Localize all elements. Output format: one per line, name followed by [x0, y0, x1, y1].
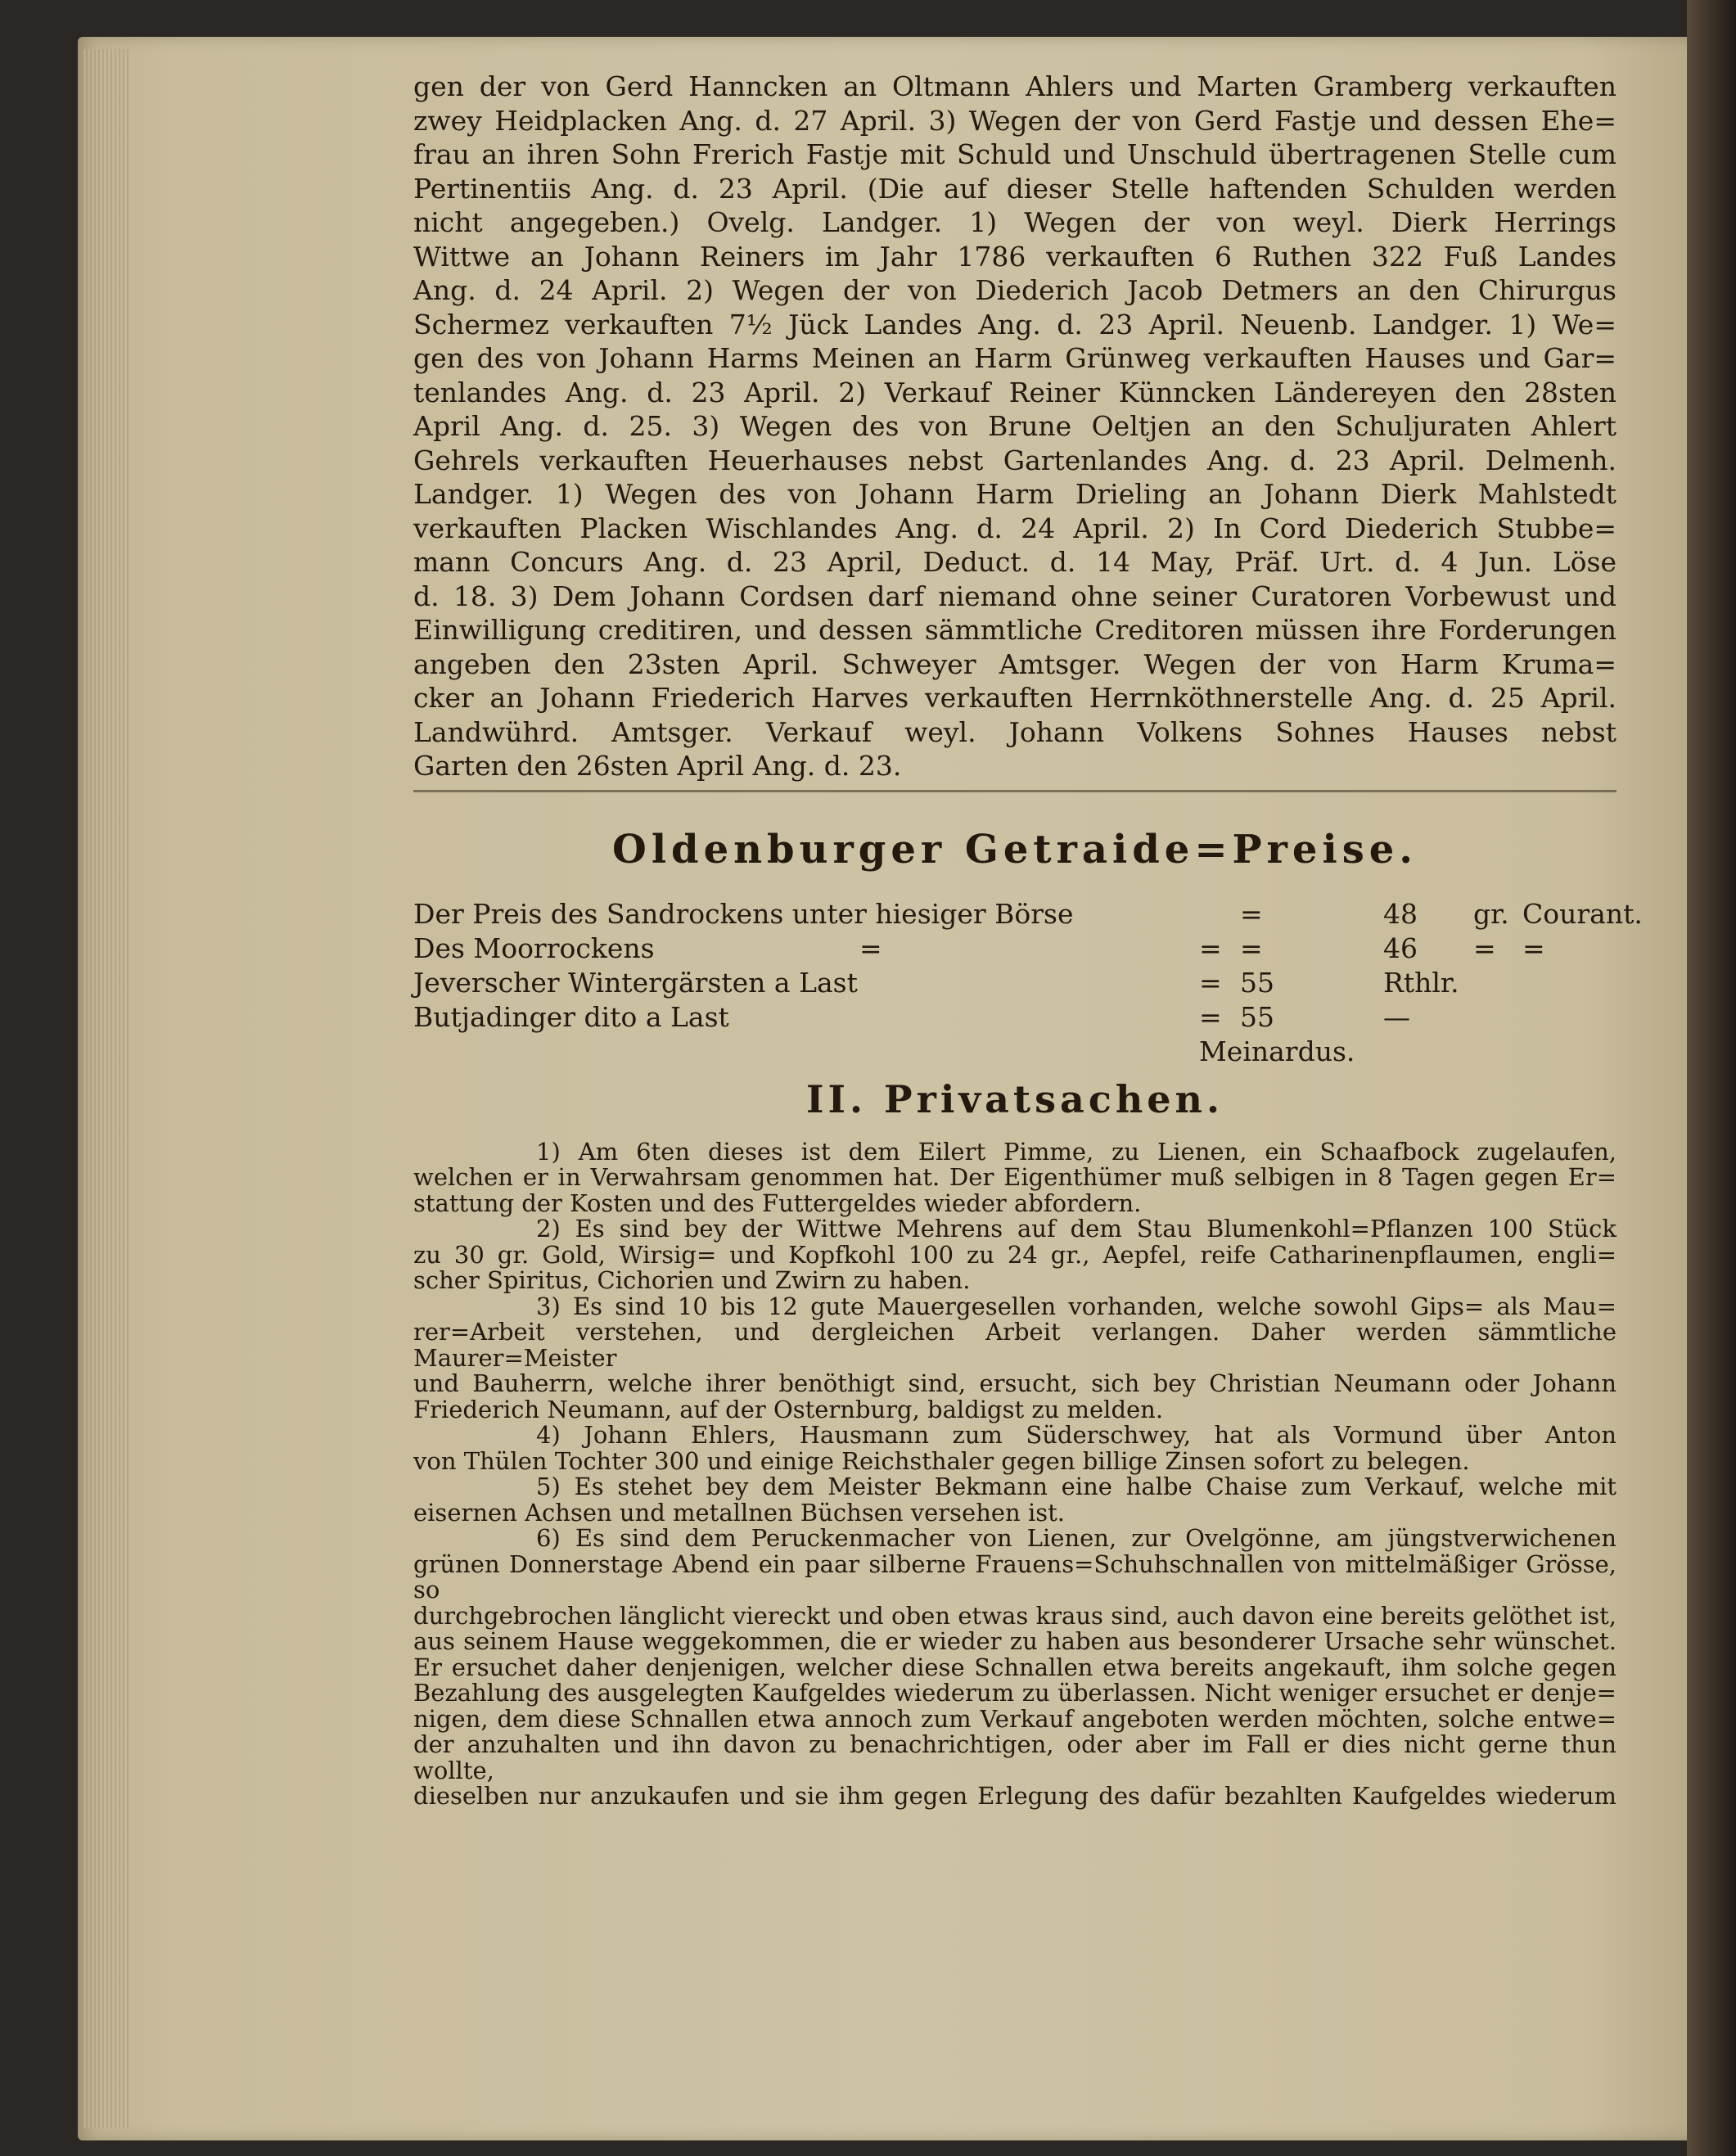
notice-line: Bezahlung des ausgelegten Kaufgeldes wiederum zu überlassen. Nicht weniger ersuchet er denje= — [413, 1679, 1617, 1707]
price-amount: 55 — [1240, 1000, 1274, 1033]
court-notice-line: tenlandes Ang. d. 23 April. 2) Verkauf Reiner Künncken Ländereyen den 28sten — [413, 376, 1617, 408]
price-row — [413, 931, 1617, 966]
signature-line — [413, 1035, 1617, 1069]
notice-text: Johann Ehlers, Hausmann zum Süderschwey, hat als Vormund über Anton — [584, 1421, 1617, 1449]
court-notice-line: Pertinentiis Ang. d. 23 April. (Die auf dieser Stelle haftenden Schulden werden — [413, 172, 1617, 205]
court-notice-line: April Ang. d. 25. 3) Wegen des von Brune Oeltjen an den Schuljuraten Ahlert — [413, 410, 1617, 442]
price-currency: Courant. — [1522, 897, 1643, 930]
price-item: Jeverscher Wintergärsten a Last — [413, 966, 858, 999]
notice-line: rer=Arbeit verstehen, und dergleichen Arbeit verlangen. Daher werden sämmtliche Maurer=Meister — [413, 1318, 1617, 1372]
price-item: Butjadinger dito a Last — [413, 1000, 729, 1033]
notice-line: zu 30 gr. Gold, Wirsig= und Kopfkohl 100 zu 24 gr., Aepfel, reife Catharinenpflaumen, engli= — [413, 1240, 1617, 1269]
price-amount: 48 — [1383, 897, 1418, 930]
court-notice-line: Wittwe an Johann Reiners im Jahr 1786 verkauften 6 Ruthen 322 Fuß Landes — [413, 240, 1617, 273]
court-notice-line: Einwilligung creditiren, und dessen sämmtliche Creditoren müssen ihre Forderungen — [413, 614, 1617, 646]
court-notice-line: verkauften Placken Wischlandes Ang. d. 24 April. 2) In Cord Diederich Stubbe= — [413, 512, 1617, 544]
notice-number: 4) — [536, 1421, 561, 1449]
grain-prices-heading: Oldenburger Getraide=Preise. — [612, 826, 1418, 873]
page-edges — [82, 49, 131, 2128]
notice-line: der anzuhalten und ihn davon zu benachrichtigen, oder aber im Fall er dies nicht gerne thun wollte, — [413, 1730, 1617, 1784]
notice-line — [413, 1474, 1617, 1500]
notice-line: grünen Donnerstage Abend ein paar silberne Frauens=Schuhschnallen von mittelmäßiger Grösse, so — [413, 1549, 1617, 1603]
notice-line: nigen, dem diese Schnallen etwa annoch zum Verkauf angeboten werden möchten, solche entwe= — [413, 1704, 1617, 1733]
price-unit: gr. — [1473, 897, 1509, 930]
page-content — [413, 70, 1643, 1810]
private-matters-heading: II. Privatsachen. — [805, 1076, 1224, 1121]
price-row — [413, 897, 1643, 931]
notice-line — [413, 1526, 1617, 1552]
notice-line: von Thülen Tochter 300 und einige Reichsthaler gegen billige Zinsen sofort zu belegen. — [413, 1446, 1470, 1475]
notice-line: welchen er in Verwahrsam genommen hat. Der Eigenthümer muß selbigen in 8 Tagen gegen Er= — [413, 1163, 1617, 1191]
notice-line: scher Spiritus, Cichorien und Zwirn zu haben. — [413, 1266, 971, 1294]
notice-text: Es sind bey der Wittwe Mehrens auf dem Stau Blumenkohl=Pflanzen 100 Stück — [575, 1215, 1617, 1243]
court-notice-line: angeben den 23sten April. Schweyer Amtsger. Wegen der von Harm Kruma= — [413, 647, 1617, 680]
notice-number: 6) — [536, 1524, 561, 1552]
court-notices-block — [413, 70, 1617, 792]
court-notice-line: gen des von Johann Harms Meinen an Harm Grünweg verkauften Hauses und Gar= — [413, 342, 1617, 374]
notice-number: 3) — [536, 1292, 561, 1320]
price-mark: = — [1240, 931, 1263, 964]
notice-text: Es stehet bey dem Meister Bekmann eine halbe Chaise zum Verkauf, welche mit — [574, 1473, 1617, 1500]
court-notice-line: zwey Heidplacken Ang. d. 27 April. 3) Wegen der von Gerd Fastje und dessen Ehe= — [413, 104, 1617, 137]
notice-line — [413, 1139, 1617, 1166]
signature: Meinardus. — [1199, 1035, 1355, 1067]
price-unit: Rthlr. — [1383, 966, 1459, 999]
notice-text: Es sind dem Peruckenmacher von Lienen, zur Ovelgönne, am jüngstverwichenen — [575, 1524, 1617, 1552]
price-item: Des Moorrockens — [413, 931, 655, 964]
notice-line: und Bauherrn, welche ihrer benöthigt sind, ersucht, sich bey Christian Neumann oder Johann — [413, 1369, 1617, 1397]
price-unit: = — [1473, 931, 1496, 964]
price-item: Der Preis des Sandrockens unter hiesiger Börse — [413, 897, 1074, 930]
price-currency: = — [1522, 931, 1545, 964]
court-notice-line: Gehrels verkauften Heuerhauses nebst Gartenlandes Ang. d. 23 April. Delmenh. — [413, 444, 1617, 476]
court-notice-line: Garten den 26sten April Ang. d. 23. — [413, 750, 902, 782]
price-unit: — — [1383, 1000, 1410, 1033]
notice-line: aus seinem Hause weggekommen, die er wieder zu haben aus besonderer Ursache sehr wünschet. — [413, 1627, 1617, 1655]
notice-text: Es sind 10 bis 12 gute Mauergesellen vorhanden, welche sowohl Gips= als Mau= — [573, 1292, 1617, 1320]
notice-line: Friederich Neumann, auf der Osternburg, baldigst zu melden. — [413, 1395, 1164, 1423]
court-notice-line: d. 18. 3) Dem Johann Cordsen darf niemand ohne seiner Curatoren Vorbewust und — [413, 580, 1617, 612]
court-notice-line: cker an Johann Friederich Harves verkauften Herrnköthnerstelle Ang. d. 25 April. — [413, 682, 1617, 714]
price-row — [413, 1000, 1617, 1035]
court-notice-line: Landwührd. Amtsger. Verkauf weyl. Johann Volkens Sohnes Hauses nebst — [413, 715, 1617, 748]
court-notice-line: Schermez verkauften 7½ Jück Landes Ang. d. 23 April. Neuenb. Landger. 1) We= — [413, 308, 1617, 341]
book-gutter — [1687, 0, 1736, 2156]
price-row — [413, 966, 1617, 1000]
court-notice-line: gen der von Gerd Hanncken an Oltmann Ahlers und Marten Gramberg verkauften — [413, 70, 1617, 102]
notice-number: 2) — [536, 1215, 561, 1243]
court-notice-line: mann Concurs Ang. d. 23 April, Deduct. d. 14 May, Präf. Urt. d. 4 Jun. Löse — [413, 546, 1617, 578]
notice-line — [413, 1423, 1617, 1449]
notice-number: 5) — [536, 1473, 561, 1500]
price-amount: 55 — [1240, 966, 1274, 999]
notice-line: eisernen Achsen und metallnen Büchsen versehen ist. — [413, 1498, 1065, 1527]
section-divider — [413, 790, 1617, 792]
private-notices — [413, 1139, 1617, 1810]
court-notice-line: frau an ihren Sohn Frerich Fastje mit Schuld und Unschuld übertragenen Stelle cum — [413, 138, 1617, 170]
notice-line: dieselben nur anzukaufen und sie ihm gegen Erlegung des dafür bezahlten Kaufgeldes wiederum — [413, 1782, 1617, 1810]
court-notice-line: Landger. 1) Wegen des von Johann Harm Drieling an Johann Dierk Mahlstedt — [413, 478, 1617, 510]
notice-line: Er ersuchet daher denjenigen, welcher diese Schnallen etwa bereits angekauft, ihm solche gegen — [413, 1653, 1617, 1681]
court-notice-line: Ang. d. 24 April. 2) Wegen der von Diederich Jacob Detmers an den Chirurgus — [413, 274, 1617, 306]
notice-number: 1) — [536, 1137, 561, 1166]
notice-text: Am 6ten dieses ist dem Eilert Pimme, zu Lienen, ein Schaafbock zugelaufen, — [578, 1137, 1617, 1166]
notice-line — [413, 1216, 1617, 1243]
price-mark: = — [1199, 931, 1222, 964]
price-mark: = — [1199, 966, 1222, 999]
grain-price-table — [413, 897, 1643, 1069]
price-mark: = — [1240, 897, 1263, 930]
price-amount: 46 — [1383, 931, 1418, 964]
price-mark: = — [1199, 1000, 1222, 1033]
notice-line: stattung der Kosten und des Futtergeldes wieder abfordern. — [413, 1189, 1142, 1217]
price-mark: = — [859, 931, 882, 964]
notice-line — [413, 1294, 1617, 1320]
court-notice-line: nicht angegeben.) Ovelg. Landger. 1) Wegen der von weyl. Dierk Herrings — [413, 206, 1617, 238]
notice-line: durchgebrochen länglicht viereckt und oben etwas kraus sind, auch davon eine bereits gelöthet ist, — [413, 1601, 1617, 1630]
